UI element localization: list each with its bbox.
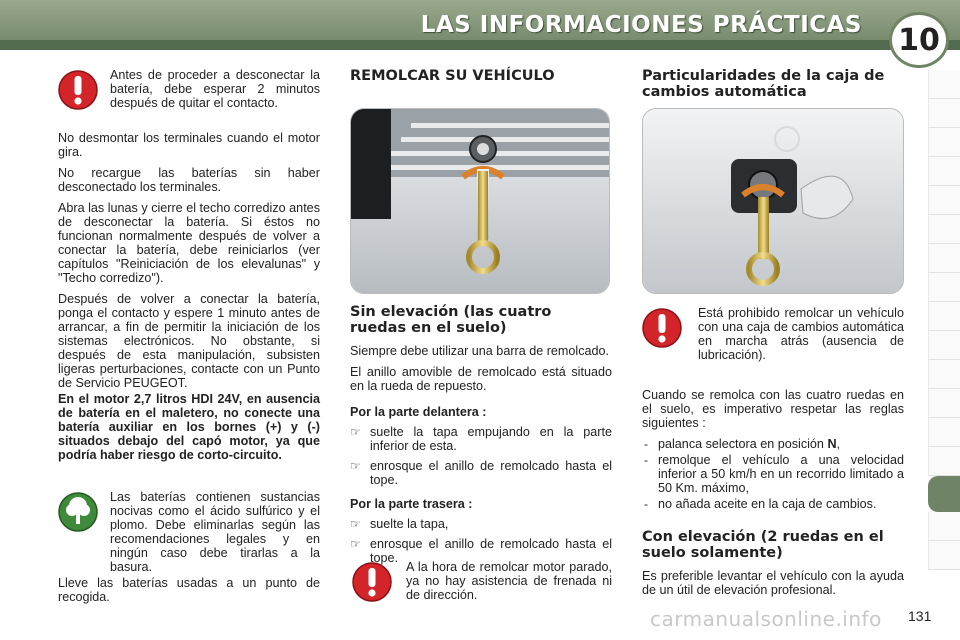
- middle-column: [350, 68, 612, 84]
- gearbox-warning: [642, 306, 904, 368]
- recycle-tree-icon: [58, 490, 98, 534]
- bold-paragraph: En el motor 2,7 litros HDI 24V, en ausencia de batería en el maletero, no conecte una batería auxiliar en los bornes (+) y (-) situados debajo del capó motor, ya que podría haber riesgo de corto-circuito.: [58, 392, 320, 462]
- towing-rules: [642, 437, 904, 511]
- chapter-tab[interactable]: [928, 418, 960, 447]
- front-heading: Por la parte delantera :: [350, 405, 487, 419]
- chapter-tab[interactable]: [928, 541, 960, 570]
- list-item: ☞ enrosque el anillo de remolcado hasta el tope.: [350, 459, 612, 487]
- chapter-tab[interactable]: [928, 389, 960, 418]
- warning-icon: [352, 560, 392, 604]
- rear-steps: [350, 517, 612, 565]
- left-column-lower: [58, 490, 320, 611]
- chapter-tab[interactable]: [928, 186, 960, 215]
- page-number: 131: [908, 608, 932, 624]
- battery-warning-text: Antes de proceder a desconectar la batería, debe esperar 2 minutos después de quitar el contacto.: [110, 68, 320, 110]
- rear-tow-ring-photo: [642, 108, 904, 294]
- hand-pointer-icon: ☞: [350, 425, 361, 439]
- list-item: ☞ suelte la tapa,: [350, 517, 449, 531]
- rear-heading: Por la parte trasera :: [350, 497, 473, 511]
- paragraph: Siempre debe utilizar una barra de remolcado.: [350, 344, 610, 358]
- chapter-tab[interactable]: [928, 512, 960, 541]
- subsection-title: Sin elevación (las cuatro ruedas en el suelo): [350, 304, 552, 336]
- eco-note-text: Las baterías contienen sustancias nocivas como el ácido sulfúrico y el plomo. Debe eliminarlas según las recomendaciones legales y en ningún caso debe tirarlas a la basura.: [110, 490, 320, 574]
- middle-column-text: [350, 304, 612, 571]
- header-band: [0, 40, 960, 50]
- subsection-title: Con elevación (2 ruedas en el suelo solamente): [642, 529, 884, 561]
- right-column-text: [642, 388, 904, 604]
- eco-note: [58, 490, 320, 574]
- section-title: Particularidades de la caja de cambios automática: [642, 68, 885, 100]
- chapter-badge: 10: [889, 12, 949, 68]
- chapter-tab[interactable]: [928, 360, 960, 389]
- towing-warning-text: A la hora de remolcar motor parado, ya no hay asistencia de frenada ni de dirección.: [406, 560, 612, 602]
- chapter-tab[interactable]: [928, 244, 960, 273]
- paragraph: No desmontar los terminales cuando el motor gira.: [58, 131, 320, 159]
- chapter-tab[interactable]: [928, 273, 960, 302]
- chapter-tab[interactable]: [928, 128, 960, 157]
- paragraph: Es preferible levantar el vehículo con la ayuda de un útil de elevación profesional.: [642, 569, 904, 597]
- hand-pointer-icon: ☞: [350, 459, 361, 473]
- paragraph: Cuando se remolca con las cuatro ruedas en el suelo, es imperativo respetar las reglas siguientes :: [642, 388, 904, 430]
- right-column: [642, 68, 904, 100]
- list-item: ☞ enrosque el anillo de remolcado hasta el tope.: [350, 537, 612, 565]
- hand-pointer-icon: ☞: [350, 517, 361, 531]
- chapter-tab[interactable]: [928, 331, 960, 360]
- towing-warning: [352, 560, 612, 604]
- paragraph: Después de volver a conectar la batería, ponga el contacto y espere 1 minuto antes de arrancar, a fin de permitir la iniciación de los sistemas electrónicos. No obstante, si después de esta manipulación, subsisten ligeras perturbaciones, contacte con un Punto de Servicio PEUGEOT.: [58, 292, 320, 390]
- left-column: [58, 68, 320, 469]
- battery-warning: [58, 68, 320, 126]
- chapter-tab[interactable]: [928, 215, 960, 244]
- chapter-tab[interactable]: [928, 70, 960, 99]
- chapter-tab-active[interactable]: [928, 476, 960, 512]
- front-tow-ring-photo: [350, 108, 610, 294]
- rear-tow-ring-illustration: [643, 109, 903, 293]
- warning-icon: [642, 306, 682, 350]
- paragraph: Lleve las baterías usadas a un punto de recogida.: [58, 576, 320, 604]
- gearbox-warning-text: Está prohibido remolcar un vehículo con una caja de cambios automática en marcha atrás (ausencia de lubricación).: [698, 306, 904, 362]
- list-item: - remolque el vehículo a una velocidad inferior a 50 km/h en un recorrido limitado a 50 Km. máximo,: [644, 453, 904, 495]
- section-title: REMOLCAR SU VEHÍCULO: [350, 68, 555, 84]
- chapter-tab[interactable]: [928, 447, 960, 476]
- warning-icon: [58, 68, 98, 112]
- chapter-tab[interactable]: [928, 99, 960, 128]
- paragraph: El anillo amovible de remolcado está situado en la rueda de repuesto.: [350, 365, 612, 393]
- list-item: - palanca selectora en posición N,: [644, 437, 841, 451]
- chapter-tabs: [928, 70, 960, 630]
- chapter-tab[interactable]: [928, 302, 960, 331]
- watermark: carmanualsonline.info: [650, 607, 882, 631]
- paragraph: No recargue las baterías sin haber desconectado los terminales.: [58, 166, 320, 194]
- paragraph: Abra las lunas y cierre el techo corredizo antes de desconectar la batería. Si éstos no funcionan normalmente después de volver a conectar la batería, debe reiniciarlos (ver capítulos "Reiniciación de los elevalunas" y "Techo corredizo").: [58, 201, 320, 285]
- page-title: LAS INFORMACIONES PRÁCTICAS: [420, 12, 862, 38]
- front-steps: [350, 425, 612, 487]
- list-item: ☞ suelte la tapa empujando en la parte inferior de esta.: [350, 425, 612, 453]
- chapter-tab[interactable]: [928, 157, 960, 186]
- page-header: [0, 0, 960, 50]
- list-item: - no añada aceite en la caja de cambios.: [644, 497, 877, 511]
- tow-ring-illustration: [351, 109, 609, 293]
- hand-pointer-icon: ☞: [350, 537, 361, 551]
